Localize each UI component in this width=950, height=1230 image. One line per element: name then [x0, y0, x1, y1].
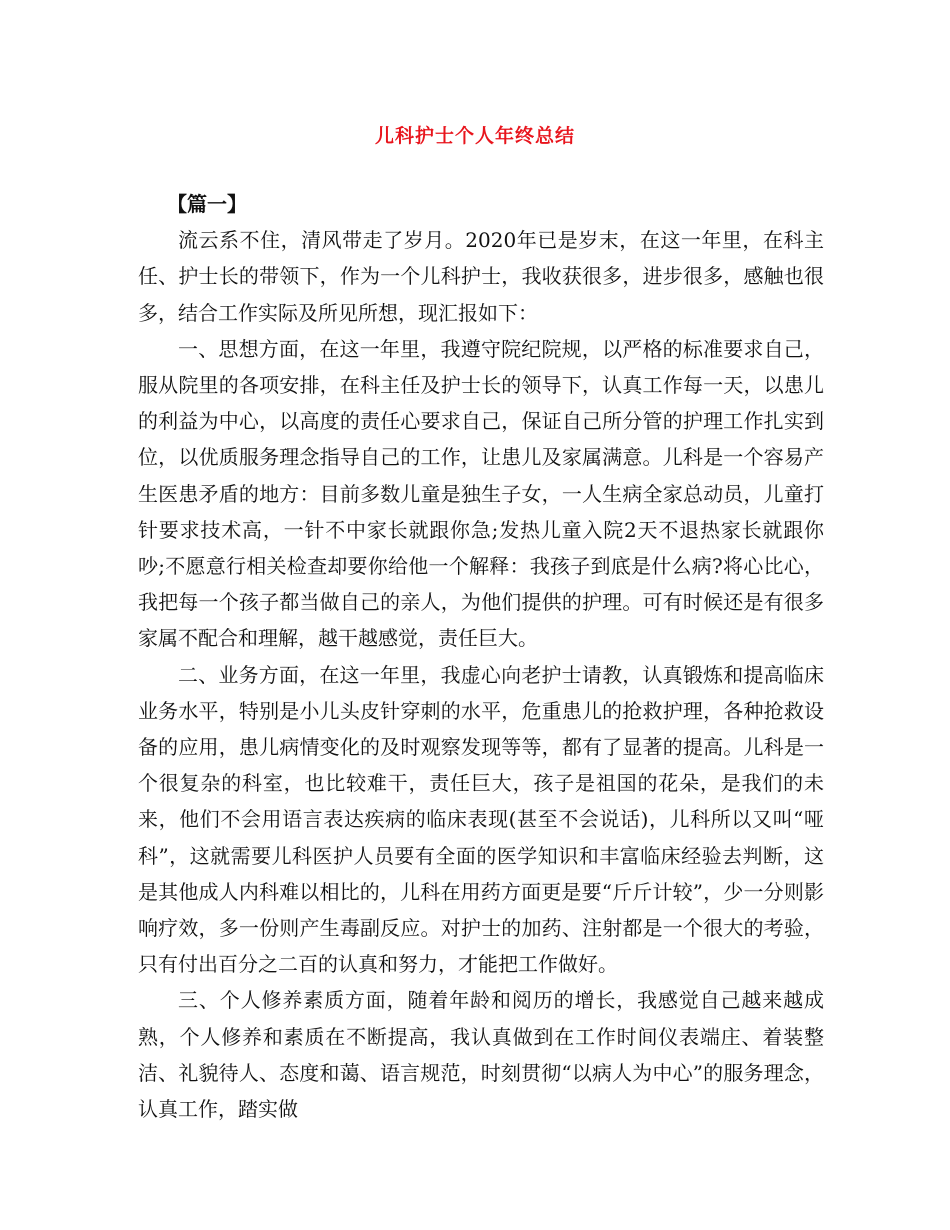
section-label: 【篇一】 [167, 192, 247, 216]
paragraph-thought: 一、思想方面，在这一年里，我遵守院纪院规，以严格的标准要求自己，服从院里的各项安排，在科主任及护士长的领导下，认真工作每一天，以患儿的利益为中心，以高度的责任心要求自己，保证自己所分管的护理工作扎实到位，以优质服务理念指导自己的工作，让患儿及家属满意。儿科是一个容易产生医患矛盾的地方：目前多数儿童是独生子女，一人生病全家总动员，儿童打针要求技术高，一针不中家长就跟你急;发热儿童入院2天不退热家长就跟你吵;不愿意行相关检查却要你给他一个解释：我孩子到底是什么病?将心比心，我把每一个孩子都当做自己的亲人，为他们提供的护理。可有时候还是有很多家属不配合和理解，越干越感觉，责任巨大。 [138, 336, 824, 651]
paragraph-cultivation: 三、个人修养素质方面，随着年龄和阅历的增长，我感觉自己越来越成熟，个人修养和素质在不断提高，我认真做到在工作时间仪表端庄、着装整洁、礼貌待人、态度和蔼、语言规范，时刻贯彻“以病人为中心”的服务理念，认真工作，踏实做 [138, 988, 824, 1122]
document-body [138, 186, 824, 1127]
paragraph-business: 二、业务方面，在这一年里，我虚心向老护士请教，认真锻炼和提高临床业务水平，特别是小儿头皮针穿刺的水平，危重患儿的抢救护理，各种抢救设备的应用，患儿病情变化的及时观察发现等等，都有了显著的提高。儿科是一个很复杂的科室，也比较难干，责任巨大，孩子是祖国的花朵，是我们的未来，他们不会用语言表达疾病的临床表现(甚至不会说话)，儿科所以又叫“哑科”，这就需要儿科医护人员要有全面的医学知识和丰富临床经验去判断，这是其他成人内科难以相比的，儿科在用药方面更是要“斤斤计较”，少一分则影响疗效，多一份则产生毒副反应。对护士的加药、注射都是一个很大的考验，只有付出百分之二百的认真和努力，才能把工作做好。 [138, 662, 824, 977]
paragraph-intro: 流云系不住，清风带走了岁月。2020年已是岁末，在这一年里，在科主任、护士长的带领下，作为一个儿科护士，我收获很多，进步很多，感触也很多，结合工作实际及所见所想，现汇报如下： [138, 228, 824, 325]
document-title: 儿科护士个人年终总结 [374, 125, 575, 147]
